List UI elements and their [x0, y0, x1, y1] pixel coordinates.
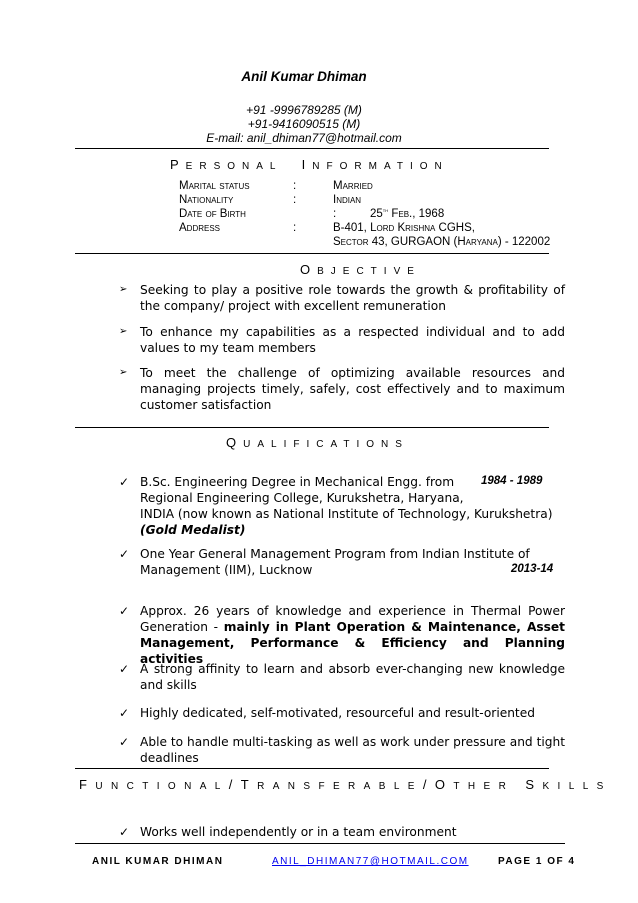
skill-item: ✓ Works well independently or in a team environment	[119, 825, 457, 839]
objective-item: ➢ To enhance my capabilities as a respected individual and to add values to my team members	[119, 325, 565, 355]
footer-email-link[interactable]	[272, 856, 469, 867]
checkmark-icon: ✓	[119, 547, 130, 561]
value-address-line1: B-401, Lord Krishna CGHS,	[333, 222, 475, 234]
qualification-item: ✓ B.Sc. Engineering Degree in Mechanical Engg. from Regional Engineering College, Kurukshetra, Haryana, INDIA (now known as National Institute of Technology, Kurukshetra) (Gold Medalist)	[119, 475, 553, 537]
label-marital-status: Marital status	[179, 180, 250, 192]
label-date-of-birth: Date of Birth	[179, 208, 246, 220]
divider	[75, 253, 549, 254]
objective-item: ➢ Seeking to play a positive role towards the growth & profitability of the company/ project with excellent remuneration	[119, 283, 565, 313]
phone-primary: +91 -9996789285 (M)	[246, 103, 362, 117]
checkmark-icon: ✓	[119, 475, 130, 489]
personal-info-heading: PERSONAL INFORMATION	[170, 157, 449, 172]
phone-secondary: +91-9416090515 (M)	[247, 117, 361, 131]
arrow-bullet-icon: ➢	[119, 326, 128, 337]
separator: :	[293, 222, 297, 234]
checkmark-icon: ✓	[119, 662, 130, 676]
qualification-year: 2013-14	[511, 563, 554, 575]
footer-page-number: PAGE 1 OF 4	[498, 856, 576, 867]
label-nationality: Nationality	[179, 194, 234, 206]
value-nationality: Indian	[333, 194, 362, 206]
value-marital-status: Married	[333, 180, 373, 192]
checkmark-icon: ✓	[119, 735, 130, 749]
objective-heading: OBJECTIVE	[300, 262, 421, 277]
label-address: Address	[179, 222, 221, 234]
resume-name: Anil Kumar Dhiman	[241, 69, 367, 84]
checkmark-icon: ✓	[119, 825, 130, 839]
skills-heading: FUNCTIONAL/TRANSFERABLE/OTHER SKILLS	[79, 777, 612, 792]
objective-item: ➢ To meet the challenge of optimizing available resources and managing projects timely, safely, cost effectively and to maximum customer satisfaction	[119, 366, 565, 412]
separator: :	[333, 208, 337, 220]
divider	[75, 427, 549, 428]
qualification-year: 1984 - 1989	[481, 475, 543, 487]
value-date-of-birth: 25th Feb., 1968	[370, 208, 445, 220]
footer-email[interactable]: ANIL_DHIMAN77@HOTMAIL.COM	[272, 856, 469, 867]
separator: :	[293, 194, 297, 206]
arrow-bullet-icon: ➢	[119, 367, 128, 378]
qualification-item: ✓ Highly dedicated, self-motivated, resourceful and result-oriented	[119, 706, 535, 720]
qualification-item: ✓ One Year General Management Program from Indian Institute of Management (IIM), Lucknow	[119, 547, 530, 577]
footer-divider	[75, 843, 565, 844]
divider	[75, 768, 549, 769]
footer-name: ANIL KUMAR DHIMAN	[92, 856, 224, 867]
checkmark-icon: ✓	[119, 604, 130, 618]
email-line: E-mail: anil_dhiman77@hotmail.com	[206, 131, 402, 145]
checkmark-icon: ✓	[119, 706, 130, 720]
separator: :	[293, 180, 297, 192]
qualification-item: ✓ Able to handle multi-tasking as well as work under pressure and tight deadlines	[119, 735, 565, 765]
divider	[75, 148, 549, 149]
qualification-item: ✓ Approx. 26 years of knowledge and experience in Thermal Power Generation - mainly in Plant Operation & Maintenance, Asset Management, Performance & Efficiency and Planning activities	[119, 604, 565, 666]
value-address-line2: Sector 43, GURGAON (Haryana) - 122002	[333, 236, 551, 248]
qualifications-heading: QUALIFICATIONS	[226, 435, 409, 450]
arrow-bullet-icon: ➢	[119, 284, 128, 295]
qualification-item: ✓ A strong affinity to learn and absorb ever-changing new knowledge and skills	[119, 662, 565, 692]
